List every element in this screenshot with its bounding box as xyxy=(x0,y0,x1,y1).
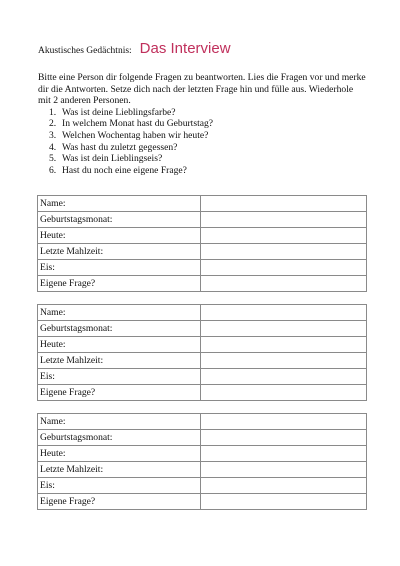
question-text: Welchen Wochentag haben wir heute? xyxy=(62,129,209,141)
question-item xyxy=(38,118,368,130)
table-row xyxy=(38,244,367,260)
table-row xyxy=(38,321,367,337)
answer-cell-birth-month[interactable] xyxy=(201,321,367,337)
answer-table-1 xyxy=(37,195,367,292)
table-row xyxy=(38,337,367,353)
table-row xyxy=(38,228,367,244)
answer-cell-name[interactable] xyxy=(201,196,367,212)
question-item xyxy=(38,130,368,142)
question-text: Was ist dein Lieblingseis? xyxy=(62,153,163,165)
page-subtitle: Akustisches Gedächtnis: xyxy=(38,46,132,56)
label-birth-month: Geburtstagsmonat: xyxy=(38,430,201,446)
answer-cell-last-meal[interactable] xyxy=(201,353,367,369)
table-row xyxy=(38,462,367,478)
question-number: 6. xyxy=(49,164,57,176)
answer-cell-today[interactable] xyxy=(201,337,367,353)
label-today: Heute: xyxy=(38,337,201,353)
answer-cell-birth-month[interactable] xyxy=(201,212,367,228)
answer-cell-today[interactable] xyxy=(201,446,367,462)
answer-cell-own-question[interactable] xyxy=(201,276,367,292)
label-today: Heute: xyxy=(38,446,201,462)
label-last-meal: Letzte Mahlzeit: xyxy=(38,353,201,369)
answer-cell-birth-month[interactable] xyxy=(201,430,367,446)
question-list xyxy=(38,107,368,177)
label-own-question: Eigene Frage? xyxy=(38,494,201,510)
answer-cell-ice-cream[interactable] xyxy=(201,369,367,385)
table-row xyxy=(38,430,367,446)
table-row xyxy=(38,446,367,462)
header xyxy=(38,40,231,58)
question-number: 5. xyxy=(49,153,57,165)
table-row xyxy=(38,276,367,292)
label-ice-cream: Eis: xyxy=(38,478,201,494)
table-row xyxy=(38,260,367,276)
answer-cell-last-meal[interactable] xyxy=(201,462,367,478)
question-text: In welchem Monat hast du Geburtstag? xyxy=(62,118,214,130)
answer-table-3 xyxy=(37,413,367,510)
label-ice-cream: Eis: xyxy=(38,260,201,276)
instructions xyxy=(38,72,368,176)
table-row xyxy=(38,305,367,321)
table-row xyxy=(38,212,367,228)
instructions-text: Bitte eine Person dir folgende Fragen zu beantworten. Lies die Fragen vor und merke dir die Antworten. Setze dich nach der letzten Frage hin und fülle aus. Wiederhole mit 2 anderen Personen. xyxy=(38,72,366,107)
answer-cell-today[interactable] xyxy=(201,228,367,244)
table-row xyxy=(38,414,367,430)
table-row xyxy=(38,353,367,369)
table-row xyxy=(38,385,367,401)
question-number: 4. xyxy=(49,141,57,153)
question-item xyxy=(38,153,368,165)
answer-cell-ice-cream[interactable] xyxy=(201,478,367,494)
answer-cell-last-meal[interactable] xyxy=(201,244,367,260)
label-today: Heute: xyxy=(38,228,201,244)
table-row xyxy=(38,196,367,212)
answer-table-2 xyxy=(37,304,367,401)
label-own-question: Eigene Frage? xyxy=(38,385,201,401)
label-birth-month: Geburtstagsmonat: xyxy=(38,212,201,228)
answer-cell-own-question[interactable] xyxy=(201,494,367,510)
question-item xyxy=(38,165,368,177)
table-row xyxy=(38,494,367,510)
label-birth-month: Geburtstagsmonat: xyxy=(38,321,201,337)
label-name: Name: xyxy=(38,196,201,212)
table-row xyxy=(38,369,367,385)
question-number: 3. xyxy=(49,129,57,141)
label-own-question: Eigene Frage? xyxy=(38,276,201,292)
label-last-meal: Letzte Mahlzeit: xyxy=(38,244,201,260)
label-name: Name: xyxy=(38,414,201,430)
answer-cell-name[interactable] xyxy=(201,305,367,321)
question-text: Was ist deine Lieblingsfarbe? xyxy=(62,106,176,118)
question-text: Was hast du zuletzt gegessen? xyxy=(62,141,178,153)
table-row xyxy=(38,478,367,494)
answer-cell-own-question[interactable] xyxy=(201,385,367,401)
question-number: 1. xyxy=(49,106,57,118)
label-name: Name: xyxy=(38,305,201,321)
question-item xyxy=(38,107,368,119)
answer-cell-ice-cream[interactable] xyxy=(201,260,367,276)
answer-cell-name[interactable] xyxy=(201,414,367,430)
question-text: Hast du noch eine eigene Frage? xyxy=(62,164,187,176)
question-number: 2. xyxy=(49,118,57,130)
page-title: Das Interview xyxy=(139,40,231,57)
label-ice-cream: Eis: xyxy=(38,369,201,385)
question-item xyxy=(38,142,368,154)
label-last-meal: Letzte Mahlzeit: xyxy=(38,462,201,478)
